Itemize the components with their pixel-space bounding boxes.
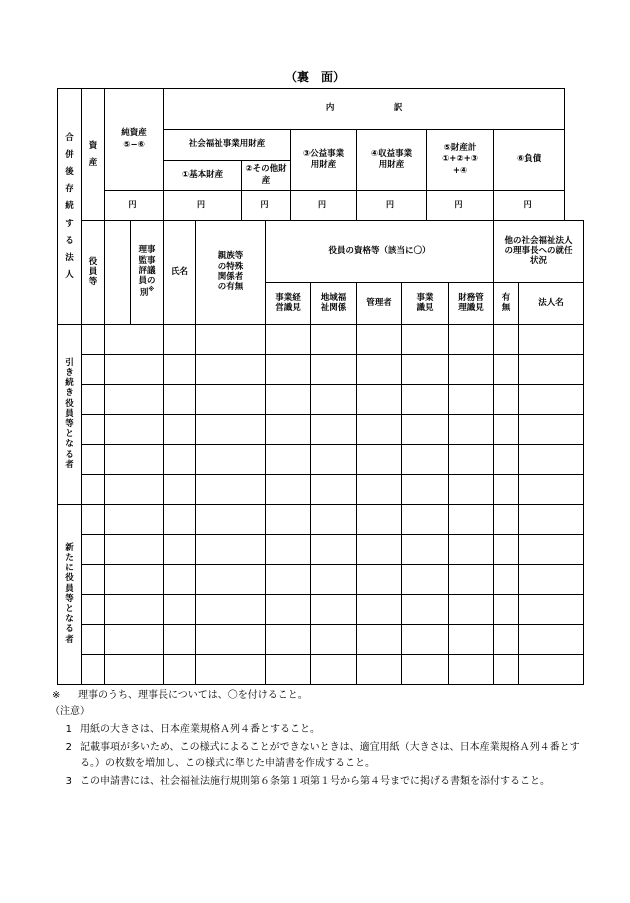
entry-cell[interactable] [82,535,105,565]
entry-cell[interactable] [519,385,584,415]
entry-cell[interactable] [82,655,105,685]
entry-cell[interactable] [357,595,402,625]
vertical-char: る [65,235,74,246]
entry-cell[interactable] [105,475,164,505]
entry-cell[interactable] [357,535,402,565]
q5-label [458,293,484,313]
header-line: 監事 [138,255,156,266]
relatives-label [218,251,244,292]
vertical-char: な [65,614,74,625]
entry-cell[interactable] [82,385,105,415]
note-text: この申請書には、社会福祉法施行規則第６条第１項第１号から第４号までに掲げる書類を添付すること。 [80,776,550,787]
header-line: 理識見 [458,302,484,313]
profit-l2: 用財産 [378,160,405,170]
note-item [50,722,590,738]
entry-cell[interactable] [82,505,105,535]
vertical-char: な [65,439,74,450]
entry-cell[interactable] [311,385,357,415]
profit-business-header [357,130,427,191]
other-corp-header [494,221,584,283]
entry-cell[interactable] [105,385,164,415]
entry-cell[interactable] [449,565,494,595]
relatives-header [196,221,266,325]
entry-cell[interactable] [266,385,311,415]
entry-cell[interactable] [266,655,311,685]
entry-cell[interactable] [266,535,311,565]
net-assets-header [105,89,164,191]
header-line: 無 [501,302,511,313]
net-assets-label: 純資産 [121,128,147,139]
entry-cell[interactable] [196,595,266,625]
entry-cell[interactable] [519,595,584,625]
header-line: 識見 [416,302,434,313]
entry-cell[interactable] [82,355,105,385]
entry-cell[interactable] [105,415,164,445]
officer-name-header: 氏名 [164,221,196,325]
public-business-header [291,130,357,191]
officer-row [58,655,584,685]
entry-cell[interactable] [311,535,357,565]
vertical-char: き [65,368,74,379]
header-line: 財務管 [458,292,484,303]
star-mark: ※ [52,690,61,701]
left-vertical-label [65,126,74,288]
public-l2: 用財産 [310,160,337,170]
header-line: の有無 [217,282,244,293]
net-assets-formula: ⑤−⑥ [123,139,145,150]
public-l1: ③公益事業 [302,148,345,159]
entry-cell[interactable] [357,565,402,595]
entry-cell[interactable] [266,565,311,595]
entry-cell[interactable] [266,415,311,445]
entry-cell[interactable] [449,655,494,685]
vertical-char: 役 [65,398,74,409]
header-line: 地域福 [320,292,347,303]
entry-cell[interactable] [82,475,105,505]
entry-cell[interactable] [82,445,105,475]
officer-row [58,325,584,355]
vertical-char: る [65,449,74,460]
vertical-char: た [65,553,74,564]
entry-cell[interactable] [105,505,164,535]
vertical-char: る [65,624,74,635]
vertical-char: 併 [65,149,74,160]
entry-cell[interactable] [494,325,519,355]
entry-cell[interactable] [494,535,519,565]
entry-cell[interactable] [357,505,402,535]
total-yen-cell[interactable]: 円 [427,191,494,221]
entry-cell[interactable] [164,325,196,355]
officers-blank-header [105,221,131,325]
header-line: の特殊 [217,261,244,272]
officer-row [58,475,584,505]
entry-cell[interactable] [164,565,196,595]
entry-cell[interactable] [402,415,449,445]
entry-cell[interactable] [164,415,196,445]
vertical-char: 法 [65,252,74,263]
officer-row [58,565,584,595]
entry-cell[interactable] [449,595,494,625]
header-line: 有 [501,292,511,303]
entry-cell[interactable] [105,655,164,685]
entry-cell[interactable] [164,475,196,505]
header-line: 親族等 [217,251,244,262]
entry-cell[interactable] [449,625,494,655]
star-note [50,688,590,704]
entry-cell[interactable] [357,385,402,415]
note-text: 記載事項が多いため、この様式によることができないときは、適宜用紙（大きさは、日本産業規格Ａ列４番とする。）の枚数を増加し、この様式に準じた申請書を作成すること。 [80,742,580,769]
vertical-char: 続 [65,201,74,212]
entry-cell[interactable] [519,445,584,475]
entry-cell[interactable] [402,445,449,475]
entry-cell[interactable] [196,325,266,355]
other-corp-label [505,236,573,267]
entry-cell[interactable] [164,355,196,385]
vertical-char: 後 [65,167,74,178]
entry-cell[interactable] [105,325,164,355]
entry-cell[interactable] [494,565,519,595]
group-label-cell [58,505,82,685]
basic-property-header: ①基本財産 [164,161,242,191]
entry-cell[interactable] [105,535,164,565]
group-label-cell [58,325,82,505]
entry-cell[interactable] [266,445,311,475]
header-line: 祉関係 [320,302,347,313]
entry-cell[interactable] [402,325,449,355]
entry-cell[interactable] [311,655,357,685]
entry-cell[interactable] [519,355,584,385]
q3-header: 管理者 [357,283,402,325]
q2-header [311,283,357,325]
breakdown-header: 内 訳 [164,89,565,130]
total-l2: ①+②+③ [442,154,478,165]
note-number: 2 [65,742,72,753]
note-item [50,740,590,772]
entry-cell[interactable] [266,475,311,505]
entry-cell[interactable] [494,475,519,505]
profit-yen-cell[interactable]: 円 [357,191,427,221]
entry-cell[interactable] [266,355,311,385]
left-label-cell [58,89,82,325]
vertical-char: 等 [88,276,98,287]
entry-cell[interactable] [164,445,196,475]
entry-cell[interactable] [311,565,357,595]
entry-cell[interactable] [196,565,266,595]
entry-cell[interactable] [402,505,449,535]
entry-cell[interactable] [196,475,266,505]
total-l1: ⑤財産計 [443,142,477,153]
vertical-char: 新 [65,542,74,553]
vertical-char: 員 [65,583,74,594]
assets-label-cell [82,89,105,221]
entry-cell[interactable] [196,415,266,445]
entry-cell[interactable] [82,325,105,355]
entry-cell[interactable] [105,355,164,385]
vertical-char: す [65,218,74,229]
entry-cell[interactable] [105,625,164,655]
header-line: 理事 [138,245,156,256]
entry-cell[interactable] [82,595,105,625]
qualifications-header: 役員の資格等（該当に〇） [266,221,494,283]
officer-row [58,505,584,535]
net-assets-yen-cell[interactable]: 円 [105,191,164,221]
entry-cell[interactable] [196,535,266,565]
q4-label [417,293,434,313]
entry-cell[interactable] [196,625,266,655]
kind-note-mark: ※ [148,286,155,294]
entry-cell[interactable] [449,385,494,415]
vertical-char: 員 [88,266,98,277]
vertical-char: 産 [88,158,98,168]
officers-label-cell [82,221,105,325]
vertical-char: 等 [65,593,74,604]
note-item [50,774,590,790]
entry-cell[interactable] [82,415,105,445]
vertical-char: 資 [88,140,98,151]
liability-header: ⑥負債 [494,130,565,191]
entry-cell[interactable] [357,655,402,685]
entry-cell[interactable] [494,445,519,475]
entry-cell[interactable] [519,535,584,565]
entry-cell[interactable] [494,595,519,625]
entry-cell[interactable] [357,325,402,355]
entry-cell[interactable] [519,565,584,595]
entry-cell[interactable] [164,385,196,415]
entry-cell[interactable] [357,415,402,445]
entry-cell[interactable] [494,385,519,415]
note-text: 用紙の大きさは、日本産業規格Ａ列４番とすること。 [80,724,320,735]
entry-cell[interactable] [311,475,357,505]
entry-cell[interactable] [164,595,196,625]
header-line: 評議 [138,265,156,276]
header-line: 事業 [416,292,434,303]
entry-cell[interactable] [402,595,449,625]
entry-cell[interactable] [449,415,494,445]
officer-kind-label [139,245,156,298]
header-line: の理事長への就任 [504,245,573,256]
officer-row [58,625,584,655]
entry-cell[interactable] [494,415,519,445]
entry-cell[interactable] [357,475,402,505]
vertical-char: 存 [65,184,74,195]
notes-section [50,688,590,790]
basic-yen-cell[interactable]: 円 [164,191,242,221]
entry-cell[interactable] [266,325,311,355]
entry-cell[interactable] [311,445,357,475]
entry-cell[interactable] [196,505,266,535]
entry-cell[interactable] [357,445,402,475]
q2-label [321,293,347,313]
entry-cell[interactable] [266,625,311,655]
entry-cell[interactable] [311,415,357,445]
entry-cell[interactable] [449,355,494,385]
entry-cell[interactable] [311,325,357,355]
officer-row [58,355,584,385]
entry-cell[interactable] [105,445,164,475]
entry-cell[interactable] [449,325,494,355]
entry-cell[interactable] [402,535,449,565]
notes-heading: （注意） [50,706,90,717]
entry-cell[interactable] [519,415,584,445]
group-new-label [65,543,74,645]
note-number: 1 [65,724,72,735]
total-l3: +④ [452,165,468,176]
vertical-char: 員 [65,408,74,419]
entry-cell[interactable] [311,505,357,535]
entry-cell[interactable] [449,445,494,475]
yes-no-label [502,293,511,313]
entry-cell[interactable] [494,505,519,535]
entry-cell[interactable] [519,475,584,505]
entry-cell[interactable] [519,625,584,655]
entry-cell[interactable] [105,595,164,625]
officer-row [58,445,584,475]
header-line: 関係者 [217,271,244,282]
vertical-char: と [65,604,74,615]
entry-cell[interactable] [494,655,519,685]
entry-cell[interactable] [266,595,311,625]
officer-row [58,415,584,445]
entry-cell[interactable] [402,355,449,385]
entry-cell[interactable] [449,505,494,535]
vertical-char: 者 [65,459,74,470]
entry-cell[interactable] [402,565,449,595]
entry-cell[interactable] [402,625,449,655]
q4-header [402,283,449,325]
entry-cell[interactable] [164,625,196,655]
officer-row [58,385,584,415]
entry-cell[interactable] [196,385,266,415]
yes-no-header [494,283,519,325]
entry-cell[interactable] [196,445,266,475]
vertical-char: 引 [65,357,74,368]
entry-cell[interactable] [519,655,584,685]
entry-cell[interactable] [311,625,357,655]
vertical-char: 役 [65,573,74,584]
social-welfare-header: 社会福祉事業用財産 [164,130,291,161]
entry-cell[interactable] [266,505,311,535]
officer-row [58,595,584,625]
entry-cell[interactable] [82,625,105,655]
officers-label [89,257,98,288]
vertical-char: 人 [65,270,74,281]
entry-cell[interactable] [449,475,494,505]
officer-kind-header [131,221,164,325]
other-yen-cell[interactable]: 円 [242,191,291,221]
group-continuing-label [65,358,74,470]
entry-cell[interactable] [519,325,584,355]
entry-cell[interactable] [402,655,449,685]
vertical-char: 合 [65,132,74,143]
page-title: （裏 面） [284,70,345,84]
entry-cell[interactable] [449,535,494,565]
note-number: 3 [65,776,72,787]
other-property-header: ②その他財産 [242,161,291,191]
header-line: 事業経 [275,292,301,303]
entry-cell[interactable] [311,595,357,625]
entry-cell[interactable] [82,565,105,595]
header-line: 員の [138,276,156,287]
profit-l1: ④収益事業 [370,148,413,159]
vertical-char: 等 [65,418,74,429]
q5-header [449,283,494,325]
entry-cell[interactable] [357,625,402,655]
liability-yen-cell[interactable]: 円 [494,191,565,221]
entry-cell[interactable] [402,385,449,415]
vertical-char: 者 [65,634,74,645]
total-assets-header [427,130,494,191]
vertical-char: 続 [65,378,74,389]
entry-cell[interactable] [164,505,196,535]
entry-cell[interactable] [494,355,519,385]
entry-cell[interactable] [357,355,402,385]
q1-label [275,293,301,313]
vertical-char: 役 [88,256,98,267]
assets-label [89,134,98,175]
entry-cell[interactable] [494,625,519,655]
header-line: 営識見 [275,302,301,313]
entry-cell[interactable] [164,655,196,685]
entry-cell[interactable] [196,355,266,385]
entry-cell[interactable] [196,655,266,685]
header-line: 状況 [530,255,548,266]
officer-row [58,535,584,565]
entry-cell[interactable] [164,535,196,565]
vertical-char: き [65,388,74,399]
header-line: 別※ [139,286,155,299]
vertical-char: と [65,429,74,440]
entry-cell[interactable] [311,355,357,385]
vertical-char: に [65,563,74,574]
application-form-table [57,88,584,685]
entry-cell[interactable] [402,475,449,505]
star-note-text: 理事のうち、理事長については、〇を付けること。 [78,690,308,701]
entry-cell[interactable] [519,505,584,535]
corp-name-header: 法人名 [519,283,584,325]
public-yen-cell[interactable]: 円 [291,191,357,221]
header-line: 他の社会福祉法人 [504,235,573,246]
entry-cell[interactable] [105,565,164,595]
q1-header [266,283,311,325]
